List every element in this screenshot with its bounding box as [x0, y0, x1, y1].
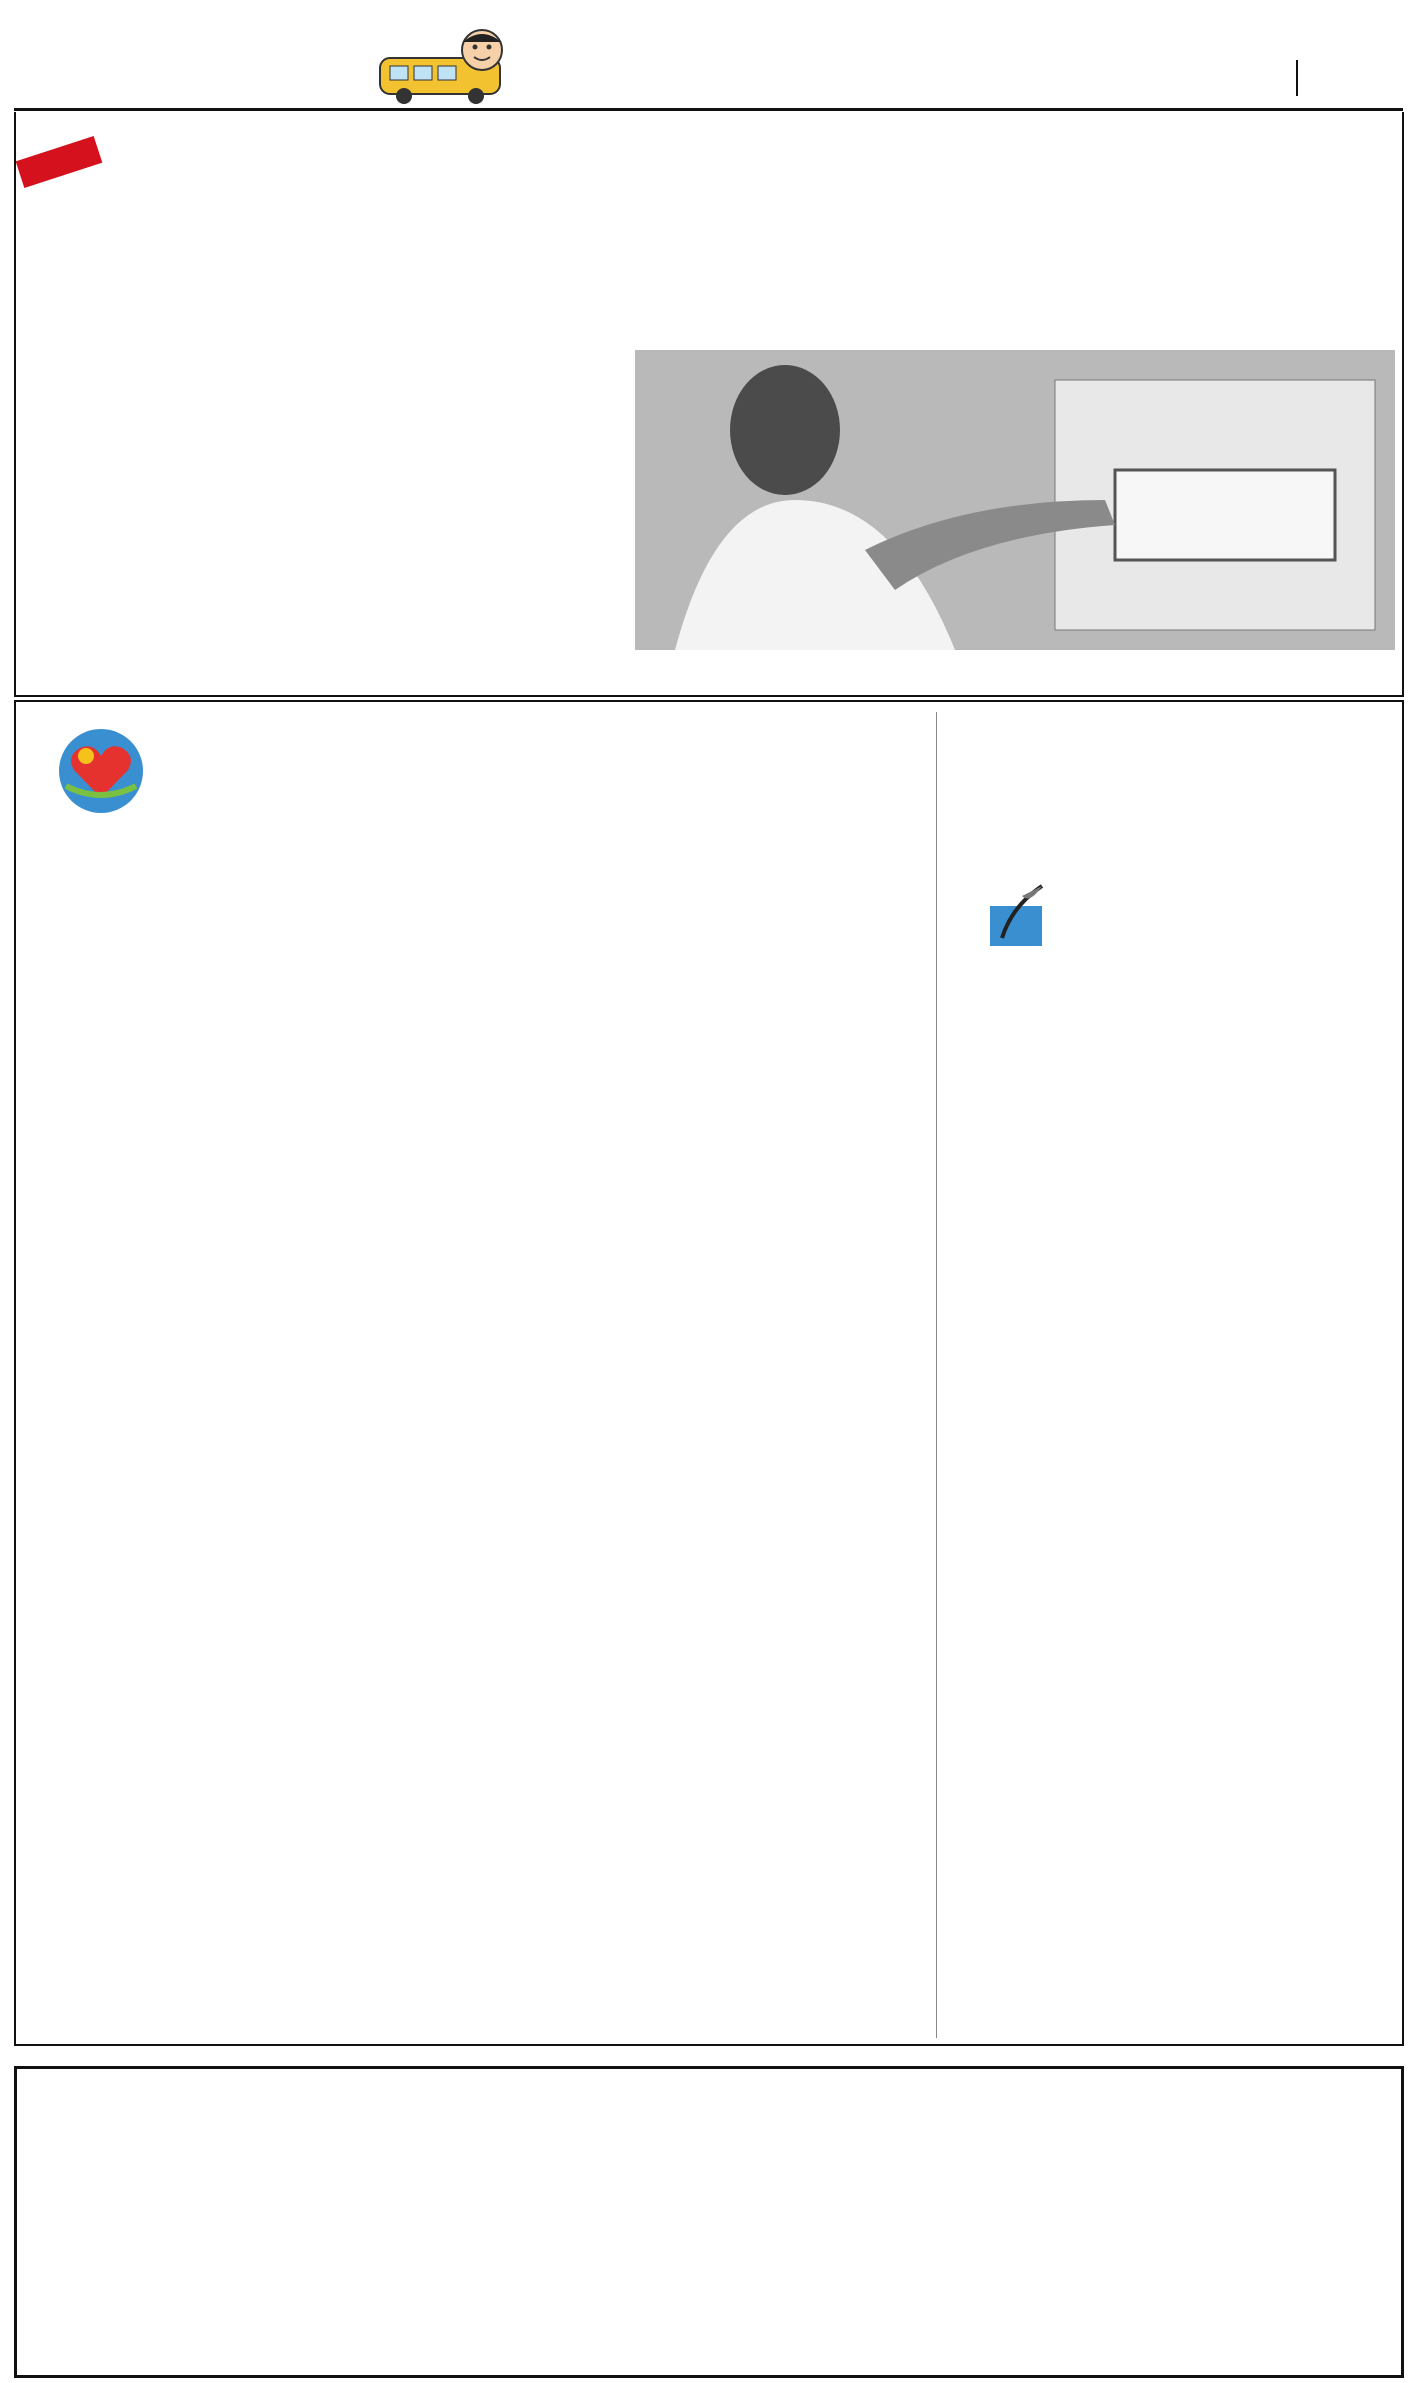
lead-photo	[635, 350, 1395, 650]
letters-banner	[56, 726, 276, 816]
masthead	[0, 0, 1417, 110]
binzhou-badge	[982, 876, 1182, 956]
lead-column-1	[60, 376, 194, 688]
mascot-bus-illustration	[370, 28, 530, 106]
letter-column-1	[300, 1118, 496, 2038]
heart-badge-icon	[56, 726, 146, 816]
binzhou-column-1	[976, 990, 1172, 2038]
masthead-rule	[14, 108, 1403, 111]
lead-column-3	[344, 376, 478, 688]
header-info	[858, 18, 920, 34]
lead-photo-scene	[635, 350, 1395, 650]
lead-column-2	[202, 376, 336, 688]
donation-notes-column	[62, 868, 256, 2036]
letter-column-2	[508, 1118, 704, 2038]
lead-column-4	[486, 376, 620, 688]
editor-note	[296, 738, 922, 908]
ad-intro	[40, 2262, 1380, 2372]
region-divider	[1296, 60, 1298, 96]
letter-column-3	[716, 1118, 920, 2038]
middle-divider	[936, 712, 937, 2038]
quill-book-icon	[982, 876, 1052, 956]
binzhou-column-2	[1188, 866, 1386, 2038]
